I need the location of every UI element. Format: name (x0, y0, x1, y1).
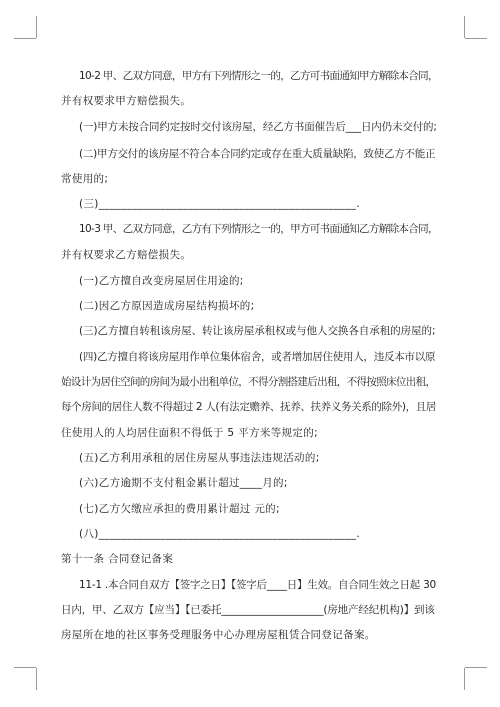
clause-10-3-item-4-cont-2: 每个房间的居住人数不得超过 2 人(有法定赡养、抚养、扶养义务关系的除外)，且居 (61, 401, 437, 413)
clause-10-3-item-8: (八)______________________________________________. (79, 528, 361, 540)
clause-10-3-item-3: (三)乙方擅自转租该房屋、转让该房屋承租权或与他人交换各自承租的房屋的; (79, 325, 436, 337)
article-11-heading: 第十一条 合同登记备案 (61, 553, 174, 565)
clause-10-3-item-6: (六)乙方逾期不支付租金累计超过____月的; (79, 477, 288, 489)
clause-10-3-item-7: (七)乙方欠缴应承担的费用累计超过 元的; (79, 503, 280, 515)
clause-10-3-item-5: (五)乙方利用承租的居住房屋从事违法违规活动的; (79, 452, 320, 464)
crop-mark-top-right (465, 38, 487, 39)
clause-10-3-item-1: (一)乙方擅自改变房屋居住用途的; (79, 275, 244, 287)
clause-10-2-line-2: 并有权要求甲方赔偿损失。 (61, 95, 192, 107)
clause-10-2-item-3: (三)______________________________________________. (79, 198, 361, 210)
clause-11-1-line-2: 日内，甲、乙双方【应当】【已委托____________________(房地产经纪机构)】到该 (61, 604, 435, 616)
crop-mark-bottom-left (36, 668, 37, 690)
crop-mark-top-left (36, 16, 37, 38)
clause-10-3-item-4-cont-3: 住使用人的人均居住面积不得低于 5 平方米等规定的; (61, 427, 318, 439)
clause-10-2-line-1: 10-2 甲、乙双方同意，甲方有下列情形之一的，乙方可书面通知甲方解除本合同， (79, 70, 438, 82)
crop-mark-bottom-right (465, 667, 487, 668)
clause-10-3-item-4-cont-1: 始设计为居住空间的房间为最小出租单位，不得分割搭建后出租，不得按照床位出租， (61, 376, 436, 388)
clause-11-1-line-1: 11-1 .本合同自双方【签字之日】【签字后____日】生效。自合同生效之日起 30 (79, 579, 436, 591)
clause-10-2-item-1: (一)甲方未按合同约定按时交付该房屋，经乙方书面催告后___日内仍未交付的; (79, 121, 437, 133)
crop-mark-top-right (464, 16, 465, 38)
crop-mark-top-left (14, 38, 36, 39)
clause-11-1-line-3: 房屋所在地的社区事务受理服务中心办理房屋租赁合同登记备案。 (61, 629, 376, 641)
clause-10-3-line-2: 并有权要求乙方赔偿损失。 (61, 249, 192, 261)
clause-10-2-item-2-cont: 常使用的; (61, 173, 109, 185)
clause-10-2-item-2: (二)甲方交付的该房屋不符合本合同约定或存在重大质量缺陷，致使乙方不能正 (79, 148, 436, 160)
clause-10-3-line-1: 10-3 甲、乙双方同意，乙方有下列情形之一的，甲方可书面通知乙方解除本合同， (79, 223, 438, 235)
clause-10-3-item-2: (二)因乙方原因造成房屋结构损坏的; (79, 300, 255, 312)
crop-mark-bottom-left (14, 667, 36, 668)
crop-mark-bottom-right (464, 668, 465, 690)
clause-10-3-item-4: (四)乙方擅自将该房屋用作单位集体宿舍，或者增加居住使用人，违反本市以原 (79, 351, 436, 363)
